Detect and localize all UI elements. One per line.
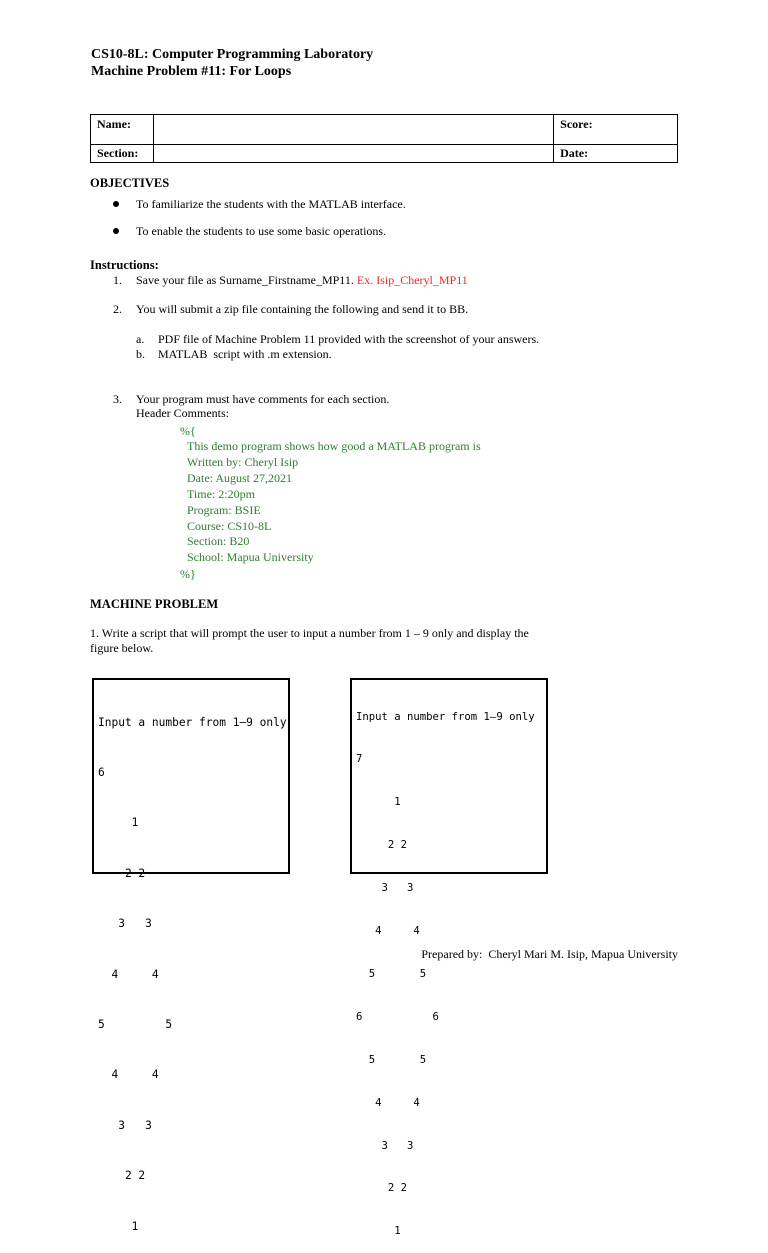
terminal-line: 3 3 [98,1118,152,1132]
terminal-line: Input a number from 1–9 only [356,710,535,723]
comment-close: %} [180,567,196,581]
problem-title: Machine Problem #11: For Loops [91,64,292,79]
terminal-line: 1 [98,816,139,830]
sub-item-a-text: PDF file of Machine Problem 11 provided with the screenshot of your answers. [158,332,540,346]
terminal-line: 3 3 [356,882,414,895]
comment-open: %{ [180,424,196,438]
terminal-line: 6 6 [356,1010,439,1023]
terminal-line: 2 2 [98,866,146,880]
terminal-line: 4 4 [356,1096,420,1109]
objective-item: To familiarize the students with the MATLAB interface. [136,197,406,211]
problem-text-line-2: figure below. [90,641,154,655]
date-label: Date: [554,145,678,163]
comment-block [187,439,481,566]
terminal-line: 5 5 [356,967,427,980]
terminal-line: 1 [356,796,401,809]
terminal-line: 4 4 [98,967,159,981]
comment-line: School: Mapua University [187,550,314,565]
step-1-text: Save your file as Surname_Firstname_MP11. [136,273,354,287]
comment-line: Time: 2:20pm [187,486,255,501]
sub-item-label: a. [136,332,145,346]
terminal-line: 1 [356,1225,401,1238]
terminal-line: 5 5 [98,1017,173,1031]
student-info-table [90,114,678,163]
instructions-heading: Instructions: [90,258,159,272]
terminal-line: 1 [98,1219,139,1233]
terminal-line: 2 2 [356,1182,408,1195]
course-title: CS10-8L: Computer Programming Laboratory [91,47,374,62]
step-number: 2. [113,302,122,316]
section-field[interactable] [153,145,553,163]
terminal-line: 6 [98,765,105,779]
comment-line: Program: BSIE [187,502,261,517]
prepared-by: Prepared by: Cheryl Mari M. Isip, Mapua University [421,947,678,961]
terminal-line: 5 5 [356,1053,427,1066]
name-field[interactable] [153,115,553,145]
step-3-text: Your program must have comments for each section. [136,392,390,406]
header-comments-label: Header Comments: [136,406,229,420]
step-number: 3. [113,392,122,406]
step-number: 1. [113,273,122,287]
section-label: Section: [91,145,154,163]
bullet-icon [113,201,119,207]
terminal-line: 2 2 [98,1169,146,1183]
terminal-line: 3 3 [356,1139,414,1152]
terminal-output-right [350,678,548,1238]
bullet-icon [113,228,119,234]
problem-text-line-1: 1. Write a script that will prompt the user to input a number from 1 – 9 only and display the [90,626,529,640]
terminal-line: 4 4 [356,925,420,938]
terminal-line: 2 2 [356,839,408,852]
terminal-line: 4 4 [98,1068,159,1082]
terminal-line: Input a number from 1–9 only [98,715,287,729]
comment-line: Date: August 27,2021 [187,470,292,485]
step-2-text: You will submit a zip file containing the following and send it to BB. [136,302,469,316]
terminal-output-left [92,678,290,1233]
name-label: Name: [91,115,154,145]
terminal-line: 7 [356,753,363,766]
step-1-example: Ex. Isip_Cheryl_MP11 [356,273,468,287]
comment-line: Written by: Cheryl Isip [187,454,299,469]
machine-problem-heading: MACHINE PROBLEM [90,597,219,611]
score-label: Score: [554,115,678,145]
step-1 [136,273,468,288]
sub-item-label: b. [136,347,145,361]
document-title [91,46,373,80]
comment-line: Section: B20 [187,534,250,549]
sub-item-b-text: MATLAB script with .m extension. [158,347,332,361]
terminal-line: 3 3 [98,917,152,931]
comment-line: This demo program shows how good a MATLAB program is [187,439,481,453]
comment-line: Course: CS10-8L [187,518,272,533]
objectives-heading: OBJECTIVES [90,176,170,190]
objective-item: To enable the students to use some basic operations. [136,224,387,238]
